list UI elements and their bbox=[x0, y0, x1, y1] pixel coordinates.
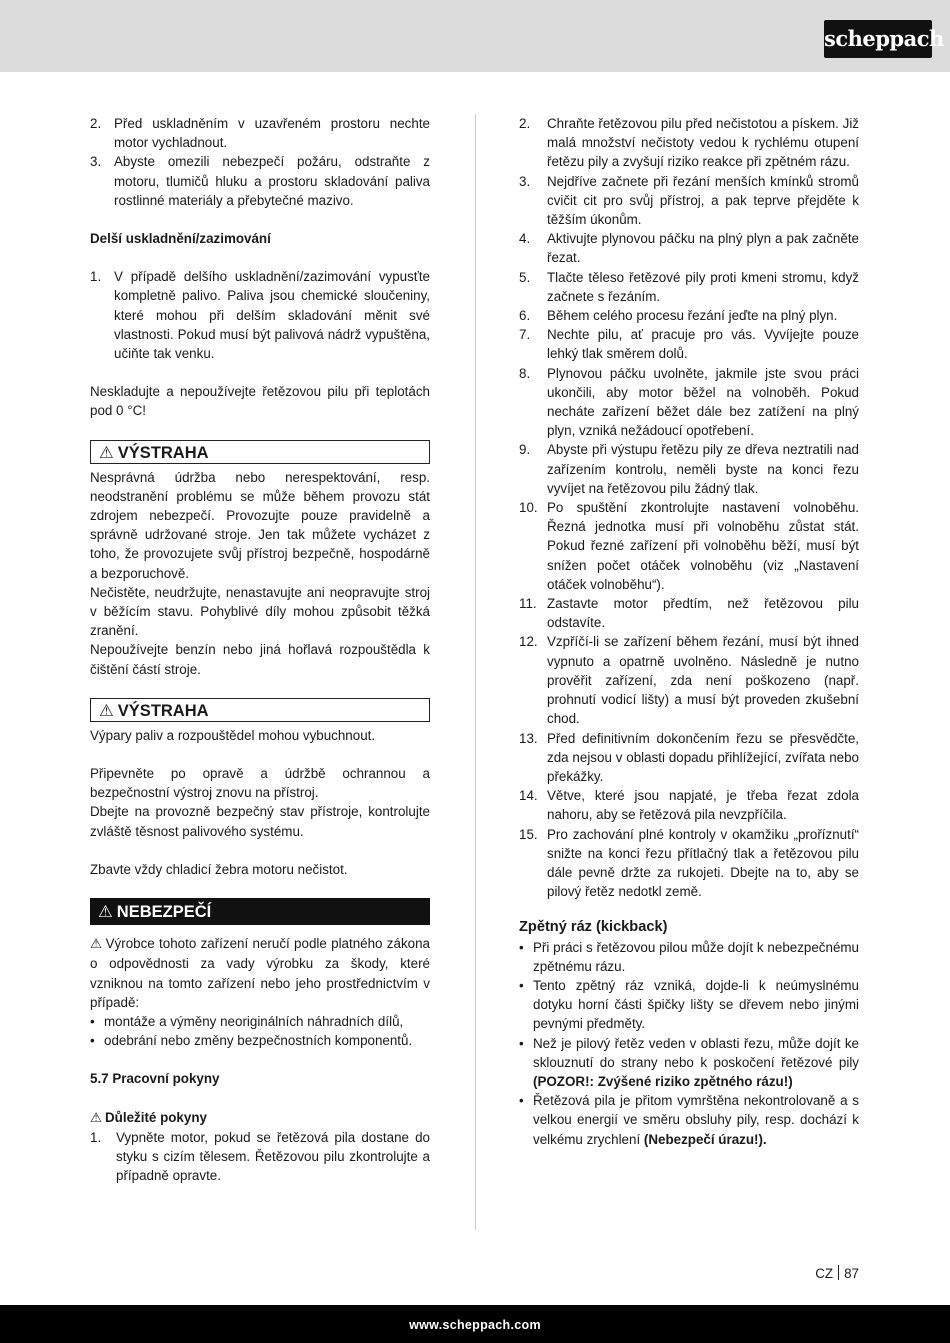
list-item: 13. Před definitivním dokončením řezu se přesvědčte, zda nejsou v oblasti dopadu přihlížející, zvířata nebo překážky. bbox=[519, 730, 859, 784]
paragraph: Dbejte na provozně bezpečný stav přístroje, kontrolujte zvláště těsnost palivového systému. bbox=[90, 804, 430, 839]
list-item: 4. Aktivujte plynovou páčku na plný plyn a pak začněte řezat. bbox=[519, 231, 859, 266]
list-item: 1. V případě delšího uskladnění/zazimování vypusťte kompletně palivo. Paliva jsou chemické sloučeniny, které mohou při delším skladování měnit své vlastnosti. Pokud musí být palivová nádrž vypuštěna, učiňte tak venku. bbox=[90, 269, 430, 362]
warning-icon: ⚠ bbox=[90, 937, 103, 953]
list-item: 14. Větve, které jsou napjaté, je třeba řezat zdola nahoru, aby se řetězová pila nevzpříčila. bbox=[519, 788, 859, 823]
header-bar bbox=[0, 0, 950, 72]
storage-steps-list bbox=[90, 114, 430, 210]
list-item: 8. Plynovou páčku uvolněte, jakmile jste svou práci ukončili, aby motor běžel na volnoběh. Pokud necháte zařízení běžet dále bez zatížení na plný plyn, vzniká nežádoucí opotřebení. bbox=[519, 365, 859, 439]
warning-icon: ⚠ bbox=[98, 902, 113, 922]
page-number: CZ 87 bbox=[815, 1266, 859, 1281]
list-item: • Než je pilový řetěz veden v oblasti řezu, může dojít ke sklouznutí do strany nebo k poskočení řetězové pily (POZOR!: Zvýšené riziko zpětného rázu!) bbox=[519, 1035, 859, 1089]
list-item: 2. Před uskladněním v uzavřeném prostoru nechte motor vychladnout. bbox=[90, 116, 430, 151]
list-item: 11. Zastavte motor předtím, než řetězovou pilu odstavíte. bbox=[519, 596, 859, 631]
list-item: 6. Během celého procesu řezání jeďte na plný plyn. bbox=[519, 308, 838, 324]
work-steps-list bbox=[90, 1128, 430, 1186]
section-heading-work: 5.7 Pracovní pokyny bbox=[90, 1071, 220, 1087]
list-item: • Tento zpětný ráz vzniká, dojde-li k neúmyslnému dotyku horní části špičky lišty se dřevem nebo jinými pevnými předměty. bbox=[519, 977, 859, 1032]
liability-list bbox=[90, 1012, 430, 1050]
list-item: 12. Vzpříčí-li se zařízení během řezání, musí být ihned vypnuto a opatrně uvolněno. Následně je nutno prověřit zařízení, zda není poškozeno (např. prohnutí vodicí lišty) a musí být proveden zkušební chod. bbox=[519, 634, 859, 727]
left-column bbox=[90, 114, 430, 1185]
right-column bbox=[519, 114, 859, 1149]
list-item: 1. Vypněte motor, pokud se řetězová pila dostane do styku s cizím tělesem. Řetězovou pilu zkontrolujte a případně opravte. bbox=[90, 1129, 430, 1184]
paragraph: Nesprávná údržba nebo nerespektování, resp. neodstranění problému se může během provozu stát zdrojem nebezpečí. Provozujte pouze pravidelně a správně udržované stroje. Jen tak můžete vycházet z toho, že provozujete svůj přístroj bezpečně, hospodárně a bezporuchově. bbox=[90, 469, 430, 581]
list-item: 10. Po spuštění zkontrolujte nastavení volnoběhu. Řezná jednotka musí při volnoběhu zůstat stát. Pokud řezné zařízení při volnoběhu běží, musí být snížen počet otáček volnoběhu (viz „Nastavení otáček volnoběhu“). bbox=[519, 500, 859, 592]
list-item: • Při práci s řetězovou pilou může dojít k nebezpečnému zpětnému rázu. bbox=[519, 939, 859, 974]
list-item: • Řetězová pila je přitom vymrštěna nekontrolovaně a s velkou energií ve směru obsluhy pily, resp. dochází k velkému zrychlení (Nebezpečí úrazu!). bbox=[519, 1093, 859, 1147]
warning-icon: ⚠ bbox=[99, 700, 114, 720]
list-item: 7. Nechte pilu, ať pracuje pro vás. Vyvíjejte pouze lehký tlak směrem dolů. bbox=[519, 327, 859, 362]
list-item: 3. Abyste omezili nebezpečí požáru, odstraňte z motoru, tlumičů hluku a prostoru skladování paliva rostlinné materiály a přebytečné mazivo. bbox=[90, 154, 430, 208]
paragraph: Zbavte vždy chladicí žebra motoru nečistot. bbox=[90, 861, 348, 877]
paragraph: Nepoužívejte benzín nebo jiná hořlavá rozpouštědla k čištění částí stroje. bbox=[90, 642, 430, 677]
subheading-important: ⚠ Důležité pokyny bbox=[90, 1109, 207, 1126]
list-item: 15. Pro zachování plné kontroly v okamžiku „proříznutí“ snižte na konci řezu přítlačný tlak a řetězovou pilu dále pevně držte za rukojeti. Dbejte na to, aby se pilový řetěz nedotkl země. bbox=[519, 826, 859, 900]
temperature-note: Neskladujte a nepoužívejte řetězovou pilu při teplotách pod 0 °C! bbox=[90, 384, 430, 419]
long-storage-list bbox=[90, 267, 430, 363]
brand-logo: scheppach bbox=[824, 20, 932, 58]
section-heading-storage: Delší uskladnění/zazimování bbox=[90, 231, 271, 247]
danger-box: ⚠ NEBEZPEČÍ bbox=[90, 898, 430, 925]
paragraph: Nečistěte, neudržujte, nenastavujte ani neopravujte stroj v běžícím stavu. Pohyblivé díly mohou způsobit těžká zranění. bbox=[90, 584, 430, 639]
list-item: 9. Abyste při výstupu řetězu pily ze dřeva neztratili nad zařízením kontrolu, neměli byste na konci řezu vyvíjet na řetězovou pilu žádný tlak. bbox=[519, 442, 859, 496]
list-item: 3. Nejdříve začnete při řezání menších kmínků stromů cvičit cit pro svůj přístroj, a pak teprve přejděte k těžším úkonům. bbox=[519, 173, 859, 228]
footer-bar bbox=[0, 1305, 950, 1343]
kickback-list bbox=[519, 938, 859, 1149]
list-item: 5. Tlačte těleso řetězové pily proti kmeni stromu, když začnete s řezáním. bbox=[519, 269, 859, 304]
warning-icon: ⚠ bbox=[99, 442, 114, 462]
list-item: 2. Chraňte řetězovou pilu před nečistotou a pískem. Již malá množství nečistoty vedou k rychlému otupení řetězu pily a zvyšují riziko reakce při zpětném rázu. bbox=[519, 116, 859, 170]
warning-box: ⚠ VÝSTRAHA bbox=[90, 698, 430, 722]
work-steps-list-continued bbox=[519, 114, 859, 901]
paragraph: Připevněte po opravě a údržbě ochrannou a bezpečnostní výstroj znovu na přístroj. bbox=[90, 766, 430, 801]
warning-box: ⚠ VÝSTRAHA bbox=[90, 440, 430, 464]
list-item: • montáže a výměny neoriginálních náhradních dílů, bbox=[90, 1013, 404, 1029]
website-link[interactable]: www.scheppach.com bbox=[409, 1318, 541, 1332]
paragraph: Výpary paliv a rozpouštědel mohou vybuchnout. bbox=[90, 727, 376, 743]
column-divider bbox=[475, 114, 476, 1230]
list-item: • odebrání nebo změny bezpečnostních komponentů. bbox=[90, 1033, 413, 1049]
paragraph: ⚠ Výrobce tohoto zařízení neručí podle platného zákona o odpovědnosti za vady výrobku za škody, které vzniknou na tomto zařízení nebo jeho prostřednictvím v případě: bbox=[90, 936, 430, 1010]
section-heading-kickback: Zpětný ráz (kickback) bbox=[519, 919, 668, 936]
warning-icon: ⚠ bbox=[90, 1110, 103, 1126]
